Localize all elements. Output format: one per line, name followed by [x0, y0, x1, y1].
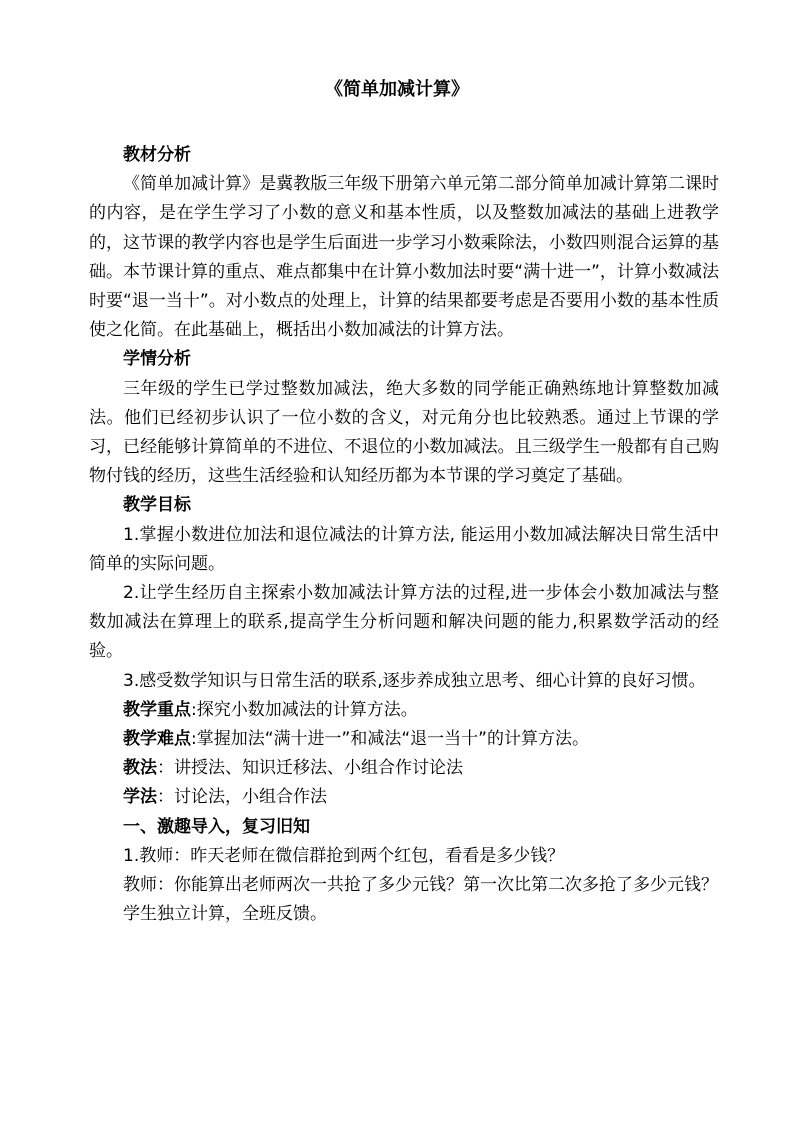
section-heading-intro: 一、激趣导入，复习旧知	[123, 816, 310, 837]
document-title: 《简单加减计算》	[325, 79, 469, 100]
label-learning-method: 学法	[123, 787, 157, 808]
text-teaching-method: ：讲授法、知识迁移法、小组合作讨论法	[157, 758, 463, 779]
label-difficulty: 教学难点	[123, 729, 191, 750]
paragraph-teaching-method	[89, 754, 719, 783]
document-body	[89, 141, 719, 929]
paragraph-goal-2: 2.让学生经历自主探索小数加减法计算方法的过程,进一步体会小数加减法与整数加减法在算理上的联系,提高学生分析问题和解决问题的能力,积累数学活动的经验。	[89, 583, 719, 662]
paragraph-learning-method	[89, 783, 719, 812]
paragraph-intro-3: 学生独立计算，全班反馈。	[123, 904, 327, 925]
section-heading-textbook-analysis: 教材分析	[123, 145, 191, 165]
paragraph-textbook-analysis: 《简单加减计算》是冀教版三年级下册第六单元第二部分简单加减计算第二课时的内容，是在学生学习了小数的意义和基本性质，以及整数加减法的基础上进教学的，这节课的教学内容也是学生后面进一步学习小数乘除法，小数四则混合运算的基础。本节课计算的重点、难点都集中在计算小数加法时要“满十进一”，计算小数减法时要“退一当十”。对小数点的处理上，计算的结果都要考虑是否要用小数的基本性质使之化简。在此基础上，概括出小数加减法的计算方法。	[89, 174, 719, 341]
paragraph-intro-1: 1.教师：昨天老师在微信群抢到两个红包，看看是多少钱？	[123, 845, 565, 866]
paragraph-key-point	[89, 696, 719, 725]
text-difficulty: :掌握加法“满十进一”和减法“退一当十”的计算方法。	[191, 729, 589, 750]
label-key-point: 教学重点	[123, 699, 191, 720]
section-heading-teaching-goals: 教学目标	[123, 495, 191, 516]
text-key-point: :探究小数加减法的计算方法。	[191, 699, 418, 720]
label-teaching-method: 教法	[123, 758, 157, 779]
paragraph-difficulty	[89, 725, 719, 754]
text-learning-method: ：讨论法，小组合作法	[157, 787, 327, 808]
paragraph-intro-2: 教师：你能算出老师两次一共抢了多少元钱？第一次比第二次多抢了多少元钱？	[123, 875, 718, 896]
paragraph-goal-3: 3.感受数学知识与日常生活的联系,逐步养成独立思考、细心计算的良好习惯。	[123, 670, 706, 691]
paragraph-student-analysis: 三年级的学生已学过整数加减法，绝大多数的同学能正确熟练地计算整数加减法。他们已经初步认识了一位小数的含义，对元角分也比较熟悉。通过上节课的学习，已经能够计算简单的不进位、不退位的小数加减法。且三级学生一般都有自己购物付钱的经历，这些生活经验和认知经历都为本节课的学习奠定了基础。	[89, 378, 719, 487]
paragraph-goal-1: 1.掌握小数进位加法和退位减法的计算方法, 能运用小数加减法解决日常生活中简单的实际问题。	[89, 524, 719, 574]
section-heading-student-analysis: 学情分析	[123, 349, 191, 370]
